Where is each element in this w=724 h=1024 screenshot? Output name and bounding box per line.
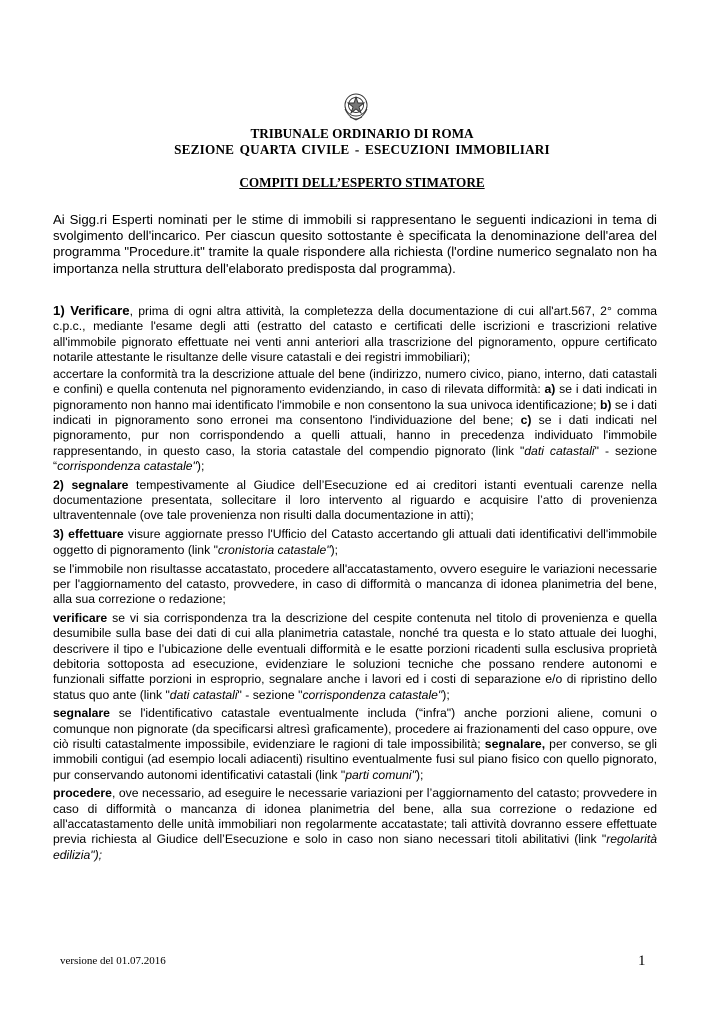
link-name: dati catastali (169, 687, 238, 702)
item-label-c: c) (520, 413, 532, 428)
paragraph-text: visure aggiornate presso l'Ufficio del Catasto accertando gli attuali dati identificativi dell'immobile oggetto di pignoramento (link " (53, 527, 657, 557)
paragraph-text: ); (330, 542, 339, 557)
paragraph-verificare (53, 303, 657, 365)
paragraph-text: se i dati indicati nel pignoramento, pur non corrispondendo a quelli attuali, hanno in precedenza individuato l'immobile rappresentando, in questo caso, la storia catastale del compendio pignorato (link " (53, 413, 657, 458)
paragraph-segnalare (53, 478, 657, 524)
paragraph-text: ); (442, 687, 450, 702)
court-name: TRIBUNALE ORDINARIO DI ROMA (250, 126, 474, 141)
keyword-segnalare: 2) segnalare (53, 477, 129, 492)
paragraph-text: accertare la conformità tra la descrizione attuale del bene (indirizzo, numero civico, piano, interno, dati catastali e confini) e quella contenuta nel pignoramento evidenziando, in caso di rilevata difformità: (53, 367, 657, 397)
link-name: dati catastali (524, 443, 595, 458)
document-body (53, 303, 657, 867)
paragraph-text: , ove necessario, ad eseguire le necessarie variazioni per l’aggiornamento del catasto; provvedere in caso di difformità o mancanza di idonea planimetria del bene, alla sua correzione o redazione ed all'accatastamento delle unità immobiliari non regolarmente accatastate; tali attività dovranno essere effettuate previa richiesta al Giudice dell’Esecuzione e solo in caso non siano necessari titoli abilitativi (link " (53, 786, 657, 847)
keyword-segnalare: segnalare (53, 706, 110, 721)
keyword-procedere: procedere (53, 786, 112, 801)
item-label-a: a) (544, 382, 556, 397)
link-name: cronistoria catastale" (217, 542, 331, 557)
paragraph-accertare (53, 367, 657, 474)
paragraph-segnalare-identificativo (53, 706, 657, 782)
keyword-effettuare: 3) effettuare (53, 527, 124, 542)
paragraph-text: ); (415, 767, 424, 782)
item-label-b: b) (599, 397, 612, 412)
section-name: corrispondenza catastale" (302, 687, 443, 702)
keyword-verificare: 1) Verificare (53, 303, 130, 318)
paragraph-text: se vi sia corrispondenza tra la descrizione del cespite contenuta nel titolo di provenienza e quella desumibile sulla base dei dati di cui alla planimetria catastale, nonché tra questa e lo stato attuale dei luoghi, descrivere il tipo e l’ubicazione delle eventuali difformità e le esatte porzioni ricadenti sulla esclusiva proprietà debitoria sottoposta ad esecuzione, evidenziare le soluzioni tecniche che possano rendere autonomi e funzionali siffatte porzioni in esproprio, segnalare anche i lavori ed i costi di separazione e/o di ripristino dello status quo ante (link " (53, 611, 657, 702)
link-name: regolarità edilizia"); (53, 832, 657, 862)
paragraph-text: " - sezione " (237, 687, 303, 702)
paragraph-verificare-corrispondenza (53, 611, 657, 703)
paragraph-text: " - sezione “ (53, 443, 658, 473)
section-name: corrispondenza catastale" (57, 458, 197, 473)
page-number: 1 (638, 953, 646, 969)
paragraph-effettuare (53, 527, 657, 558)
keyword-segnalare-2: segnalare, (484, 736, 546, 751)
intro-paragraph: Ai Sigg.ri Esperti nominati per le stime di immobili si rappresentano le seguenti indicazioni in tema di svolgimento dell'incarico. Per ciascun quesito sottostante è specificata la denominazione dell'area del programma "Procedure.it" tramite la quale rispondere alla richiesta (l'ordine numerico segnalato non ha importanza nella struttura dell'elaborato predisposta dal programma). (53, 212, 657, 276)
paragraph-text: per converso, se gli immobili contigui (ad esempio locali adiacenti) risultino eventualmente fusi sul piano fisico con quello pignorato, pur conservando autonomi identificativi catastali (link " (53, 736, 657, 782)
paragraph-text: se l'identificativo catastale eventualmente includa (“infra") anche porzioni aliene, comuni o comunque non pignorate (da specificarsi altresì graficamente), procedere ai frazionamenti del caso oppure, ove ciò risulti catastalmente impossibile, evidenziare le ragioni di tale impossibilità; (53, 706, 657, 751)
paragraph-text: se i dati indicati in pignoramento sono erronei ma consentono l'individuazione del bene; (53, 397, 658, 428)
paragraph-procedere (53, 786, 657, 862)
italian-republic-emblem-icon (342, 91, 370, 121)
paragraph-text: se l'immobile non risultasse accatastato, procedere all'accatastamento, ovvero eseguire le variazioni necessarie per l'aggiornamento del catasto, provvedere, in caso di difformità o mancanza di idonea planimetria del bene, alla sua correzione o redazione; (53, 561, 657, 607)
paragraph-text: se i dati indicati in pignoramento non hanno mai identificato l'immobile e non consentono la sua univoca identificazione; (53, 382, 657, 412)
court-section: SEZIONE QUARTA CIVILE - ESECUZIONI IMMOBILIARI (174, 142, 550, 157)
link-name: parti comuni" (345, 767, 416, 782)
paragraph-text: , prima di ogni altra attività, la completezza della documentazione di cui all'art.567, 2° comma c.p.c., mediante l'esame degli atti (estratto del catasto e certificati delle iscrizioni e trascrizioni relative all'immobile pignorato effettuate nei venti anni anteriori alla trascrizione del pignoramento, oppure certificato notarile attestante le risultanze delle visure catastali e dei registri immobiliari); (53, 304, 657, 364)
version-label: versione del 01.07.2016 (60, 955, 166, 967)
paragraph-text: tempestivamente al Giudice dell’Esecuzione ed ai creditori istanti eventuali carenze nella documentazione presentata, sollecitare il loro intervento al riguardo e acquisire l’atto di provenienza ultraventennale (ove tale provenienza non risulti dalla documentazione in atti); (53, 477, 657, 523)
paragraph-accatastamento (53, 562, 657, 608)
keyword-verificare: verificare (53, 611, 108, 626)
paragraph-text: ); (196, 458, 205, 473)
document-title: COMPITI DELL’ESPERTO STIMATORE (239, 175, 485, 190)
